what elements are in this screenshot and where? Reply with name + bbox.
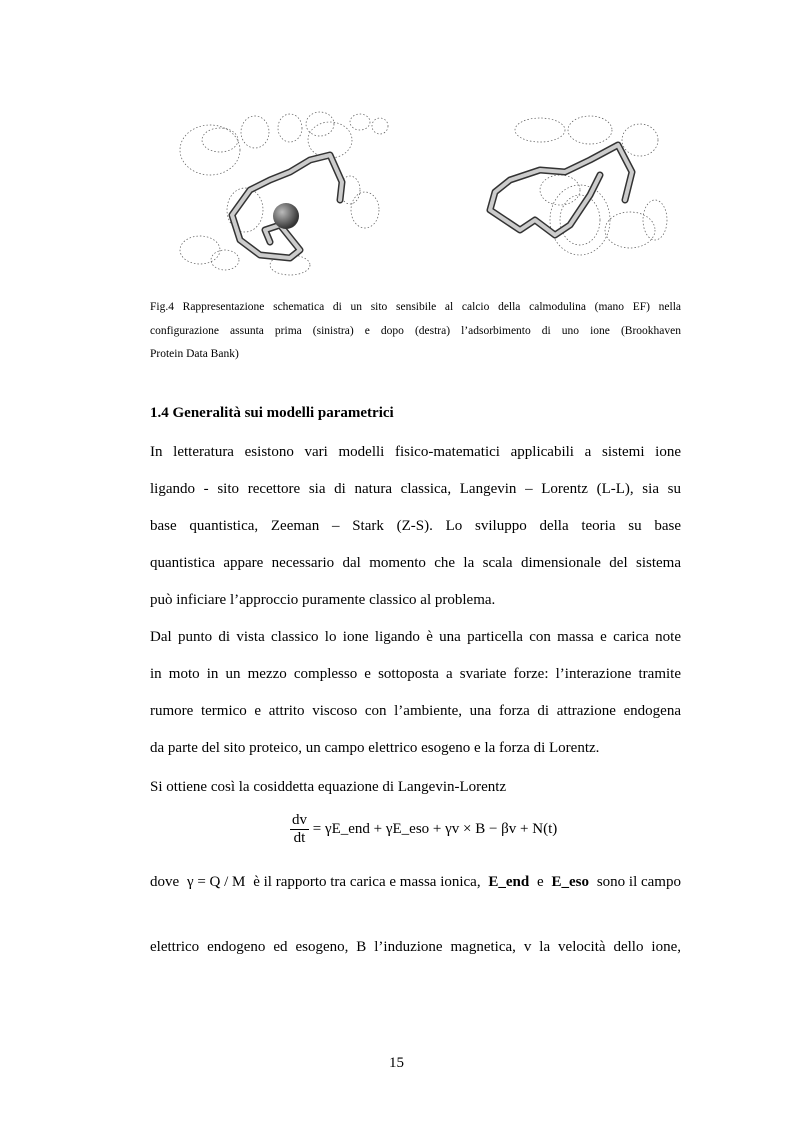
text-line: Si ottiene così la cosiddetta equazione di Langevin-Lorentz	[150, 779, 507, 795]
text-line: può inficiare l’approccio puramente classico al problema.	[150, 592, 496, 608]
text-line: quantistica appare necessario dal momento che la scala dimensionale del sistema	[150, 555, 681, 571]
text-line: rumore termico e attrito viscoso con l’ambiente, una forza di attrazione endogena	[150, 703, 681, 719]
calmodulin-before-image	[170, 100, 410, 280]
text-line: ligando - sito recettore sia di natura classica, Langevin – Lorentz (L-L), sia su	[150, 481, 681, 497]
equation-numerator: dv	[292, 812, 307, 828]
paragraph-3	[150, 775, 681, 812]
definition-text-2: sono il campo	[596, 874, 681, 890]
figure-calmodulin	[150, 100, 683, 290]
text-line: da parte del sito proteico, un campo elettrico esogeno e la forza di Lorentz.	[150, 740, 600, 756]
text-line: elettrico endogeno ed esogeno, B l’induzione magnetica, v la velocità dello ione,	[150, 939, 681, 955]
dove-word: dove	[150, 874, 180, 890]
text-line: in moto in un mezzo complesso e sottoposta a svariate forze: l’interazione tramite	[150, 666, 681, 682]
page-number: 15	[389, 1055, 404, 1071]
definition-text-1: è il rapporto tra carica e massa ionica,	[253, 874, 481, 890]
equation-derivative	[290, 812, 309, 847]
and-word: e	[537, 874, 544, 890]
caption-line: Fig.4 Rappresentazione schematica di un sito sensibile al calcio della calmodulina (mano EF) nella	[150, 301, 681, 313]
calmodulin-after-image	[480, 100, 680, 280]
text-line: In letteratura esistono vari modelli fisico-matematici applicabili a sistemi ione	[150, 444, 681, 460]
paragraph-2	[150, 625, 681, 773]
text-line: base quantistica, Zeeman – Stark (Z-S). Lo sviluppo della teoria su base	[150, 518, 681, 534]
figure-caption	[150, 296, 681, 367]
langevin-lorentz-equation	[290, 812, 557, 856]
gamma-definition: γ = Q / M	[186, 874, 246, 890]
paragraph-1	[150, 440, 681, 625]
e-eso-symbol: E_eso	[551, 874, 590, 890]
caption-line: configurazione assunta prima (sinistra) e dopo (destra) l’adsorbimento di uno ione (Brookhaven	[150, 324, 681, 337]
definition-line	[150, 874, 681, 918]
equation-rhs: = γE_end + γE_eso + γv × B − βv + N(t)	[312, 821, 558, 837]
caption-line: Protein Data Bank)	[150, 348, 239, 360]
equation-denominator: dt	[293, 830, 306, 846]
section-title: 1.4 Generalità sui modelli parametrici	[150, 405, 394, 421]
text-line: Dal punto di vista classico lo ione ligando è una particella con massa e carica note	[150, 629, 681, 645]
e-end-symbol: E_end	[488, 874, 530, 890]
